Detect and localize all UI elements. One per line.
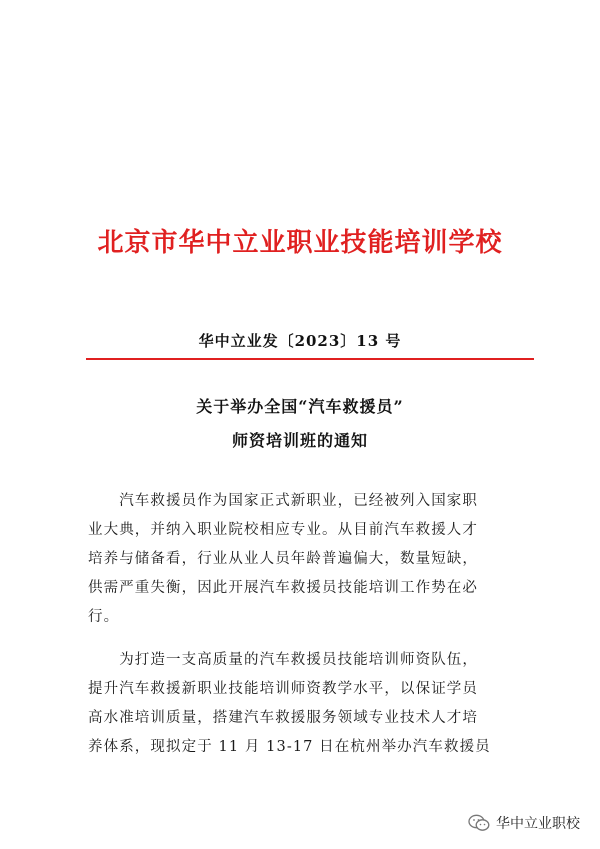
body-line: 行。 bbox=[88, 609, 120, 625]
body-line: 高水准培训质量，搭建汽车救援服务领域专业技术人才培 bbox=[88, 710, 478, 726]
body-line: 培养与储备看，行业从业人员年龄普遍偏大，数量短缺， bbox=[88, 551, 478, 567]
document-number: 华中立业发〔2023〕13 号 bbox=[198, 332, 402, 350]
body-line: 汽车救援员作为国家正式新职业，已经被列入国家职 bbox=[88, 493, 478, 509]
wechat-icon bbox=[468, 814, 490, 832]
body-line: 养体系，现拟定于 11 月 13-17 日在杭州举办汽车救援员 bbox=[88, 739, 491, 755]
organization-title: 北京市华中立业职业技能培训学校 bbox=[97, 228, 503, 258]
watermark-text: 华中立业职校 bbox=[496, 816, 580, 832]
body-line: 提升汽车救援新职业技能培训师资教学水平，以保证学员 bbox=[88, 681, 478, 697]
notice-title-line-2: 师资培训班的通知 bbox=[231, 431, 368, 450]
body-line: 业大典，并纳入职业院校相应专业。从目前汽车救援人才 bbox=[88, 522, 478, 538]
body-line: 供需严重失衡，因此开展汽车救援员技能培训工作势在必 bbox=[88, 580, 478, 596]
body-line: 为打造一支高质量的汽车救援员技能培训师资队伍， bbox=[88, 652, 478, 668]
red-divider bbox=[86, 358, 534, 360]
notice-title-line-1: 关于举办全国“汽车救援员” bbox=[196, 397, 404, 416]
wechat-watermark bbox=[468, 812, 580, 834]
